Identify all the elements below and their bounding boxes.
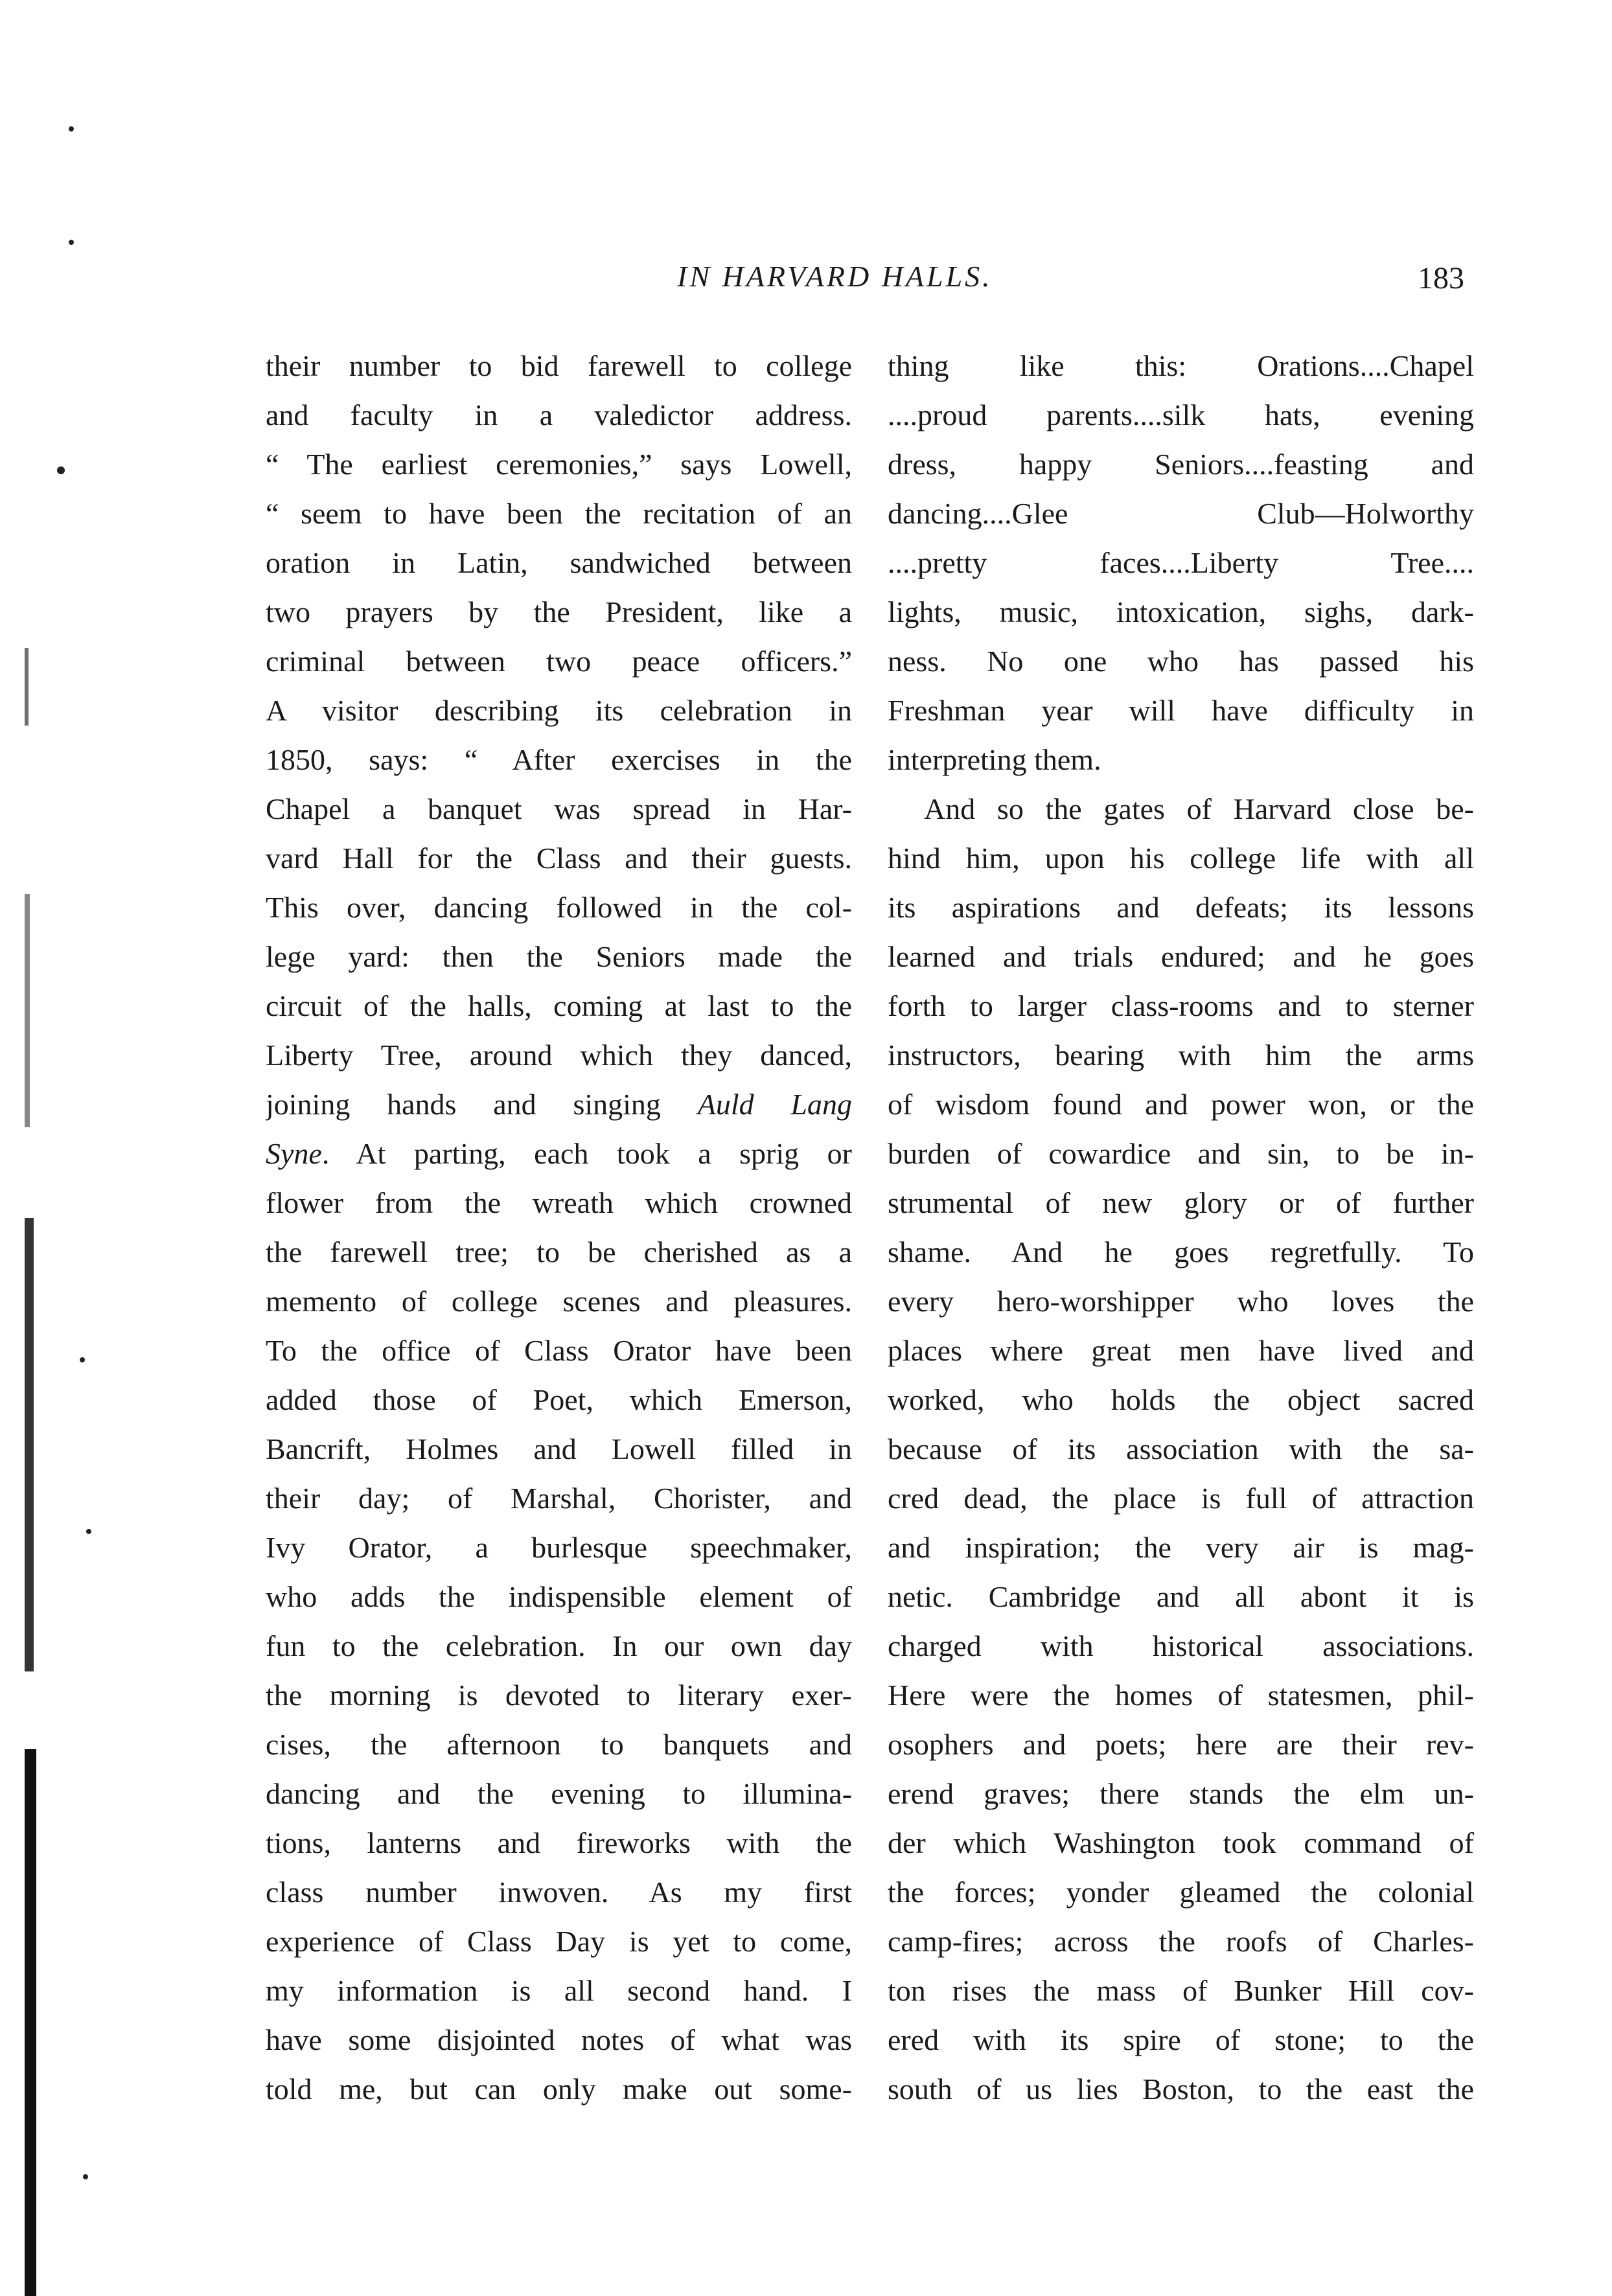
text-line: criminal between two peace officers.”	[266, 645, 852, 678]
text-line: told me, but can only make out some-	[266, 2072, 852, 2106]
text-line: Bancrift, Holmes and Lowell filled in	[266, 1432, 852, 1465]
text-line: “ seem to have been the recitation of an	[266, 497, 852, 530]
text-line: south of us lies Boston, to the east the	[888, 2072, 1474, 2106]
text-line: camp-fires; across the roofs of Charles-	[888, 1925, 1474, 1958]
text-line: places where great men have lived and	[888, 1334, 1474, 1367]
text-line: my information is all second hand. I	[266, 1974, 852, 2007]
text-line: oration in Latin, sandwiched between	[266, 546, 852, 579]
text-line: shame. And he goes regretfully. To	[888, 1235, 1474, 1269]
scan-binding-edge	[18, 0, 63, 2296]
text-line: der which Washington took command of	[888, 1826, 1474, 1859]
text-line: Freshman year will have difficulty in	[888, 694, 1474, 727]
scan-speck	[57, 466, 65, 474]
text-line: the morning is devoted to literary exer-	[266, 1679, 852, 1712]
text-line: and inspiration; the very air is mag-	[888, 1531, 1474, 1564]
text-line: 1850, says: “ After exercises in the	[266, 743, 852, 776]
scan-speck	[69, 126, 74, 132]
text-line: ton rises the mass of Bunker Hill cov-	[888, 1974, 1474, 2007]
text-line: and faculty in a valedictor address.	[266, 398, 852, 431]
text-line: lights, music, intoxication, sighs, dark-	[888, 595, 1474, 628]
text-line: This over, dancing followed in the col-	[266, 891, 852, 924]
italic-title: Auld Lang	[697, 1088, 852, 1121]
text-line: its aspirations and defeats; its lessons	[888, 891, 1474, 924]
text-line: ness. No one who has passed his	[888, 645, 1474, 678]
text-line: ered with its spire of stone; to the	[888, 2023, 1474, 2056]
text-line: memento of college scenes and pleasures.	[266, 1285, 852, 1318]
text-line: interpreting them.	[888, 743, 1101, 776]
text-line: fun to the celebration. In our own day	[266, 1629, 852, 1662]
text-line: dancing and the evening to illumina-	[266, 1777, 852, 1810]
text-line: their day; of Marshal, Chorister, and	[266, 1482, 852, 1515]
text-line: class number inwoven. As my first	[266, 1876, 852, 1909]
text-line: forth to larger class-rooms and to sterner	[888, 989, 1474, 1022]
text-line: burden of cowardice and sin, to be in-	[888, 1137, 1474, 1170]
text-line: their number to bid farewell to college	[266, 349, 852, 382]
text-line: have some disjointed notes of what was	[266, 2023, 852, 2056]
text-line: Chapel a banquet was spread in Har-	[266, 792, 852, 825]
text-line: ....pretty faces....Liberty Tree....	[888, 546, 1474, 579]
text-line: added those of Poet, which Emerson,	[266, 1383, 852, 1416]
scan-speck	[83, 2174, 88, 2179]
binding-shadow	[25, 1218, 34, 1671]
text-line: cred dead, the place is full of attraction	[888, 1482, 1474, 1515]
page-number: 183	[1418, 261, 1464, 295]
text-line: charged with historical associations.	[888, 1629, 1474, 1662]
text-line: Ivy Orator, a burlesque speechmaker,	[266, 1531, 852, 1564]
text-line: of wisdom found and power won, or the	[888, 1088, 1474, 1121]
paragraph-start-line: And so the gates of Harvard close be-	[924, 792, 1474, 825]
left-column	[266, 341, 852, 2114]
text-line: every hero-worshipper who loves the	[888, 1285, 1474, 1318]
text-line: instructors, bearing with him the arms	[888, 1039, 1474, 1072]
text-line: circuit of the halls, coming at last to the	[266, 989, 852, 1022]
text-line: netic. Cambridge and all abont it is	[888, 1580, 1474, 1613]
text-line: ....proud parents....silk hats, evening	[888, 398, 1474, 431]
text-line: tions, lanterns and fireworks with the	[266, 1826, 852, 1859]
text-line: Syne. At parting, each took a sprig or	[266, 1137, 852, 1170]
italic-title: Syne	[266, 1137, 322, 1170]
running-head	[262, 259, 1464, 317]
binding-shadow	[25, 648, 29, 726]
text-line: thing like this: Orations....Chapel	[888, 349, 1474, 382]
text-line: two prayers by the President, like a	[266, 595, 852, 628]
text-line: To the office of Class Orator have been	[266, 1334, 852, 1367]
text-line: the forces; yonder gleamed the colonial	[888, 1876, 1474, 1909]
text-line: lege yard: then the Seniors made the	[266, 940, 852, 973]
text-line: Here were the homes of statesmen, phil-	[888, 1679, 1474, 1712]
scan-speck	[69, 240, 74, 245]
scan-speck	[86, 1529, 91, 1534]
text-line: dress, happy Seniors....feasting and	[888, 448, 1474, 481]
text-line: “ The earliest ceremonies,” says Lowell,	[266, 448, 852, 481]
text-line: because of its association with the sa-	[888, 1432, 1474, 1465]
text-line: A visitor describing its celebration in	[266, 694, 852, 727]
text-line: experience of Class Day is yet to come,	[266, 1925, 852, 1958]
text-line: learned and trials endured; and he goes	[888, 940, 1474, 973]
text-line: worked, who holds the object sacred	[888, 1383, 1474, 1416]
text-line: flower from the wreath which crowned	[266, 1186, 852, 1219]
text-line: cises, the afternoon to banquets and	[266, 1728, 852, 1761]
binding-shadow	[25, 894, 30, 1127]
text-line: who adds the indispensible element of	[266, 1580, 852, 1613]
binding-shadow	[25, 1749, 36, 2296]
text-line: osophers and poets; here are their rev-	[888, 1728, 1474, 1761]
text-line: joining hands and singing Auld Lang	[266, 1088, 852, 1121]
text-line: the farewell tree; to be cherished as a	[266, 1235, 852, 1269]
right-column	[888, 341, 1474, 2114]
text-line: hind him, upon his college life with all	[888, 842, 1474, 875]
running-title: IN HARVARD HALLS.	[677, 260, 993, 293]
text-line: dancing....Glee Club—Holworthy	[888, 497, 1474, 530]
text-line: vard Hall for the Class and their guests.	[266, 842, 852, 875]
text-line: strumental of new glory or of further	[888, 1186, 1474, 1219]
scan-speck	[80, 1357, 85, 1362]
text-line: erend graves; there stands the elm un-	[888, 1777, 1474, 1810]
text-line: Liberty Tree, around which they danced,	[266, 1039, 852, 1072]
